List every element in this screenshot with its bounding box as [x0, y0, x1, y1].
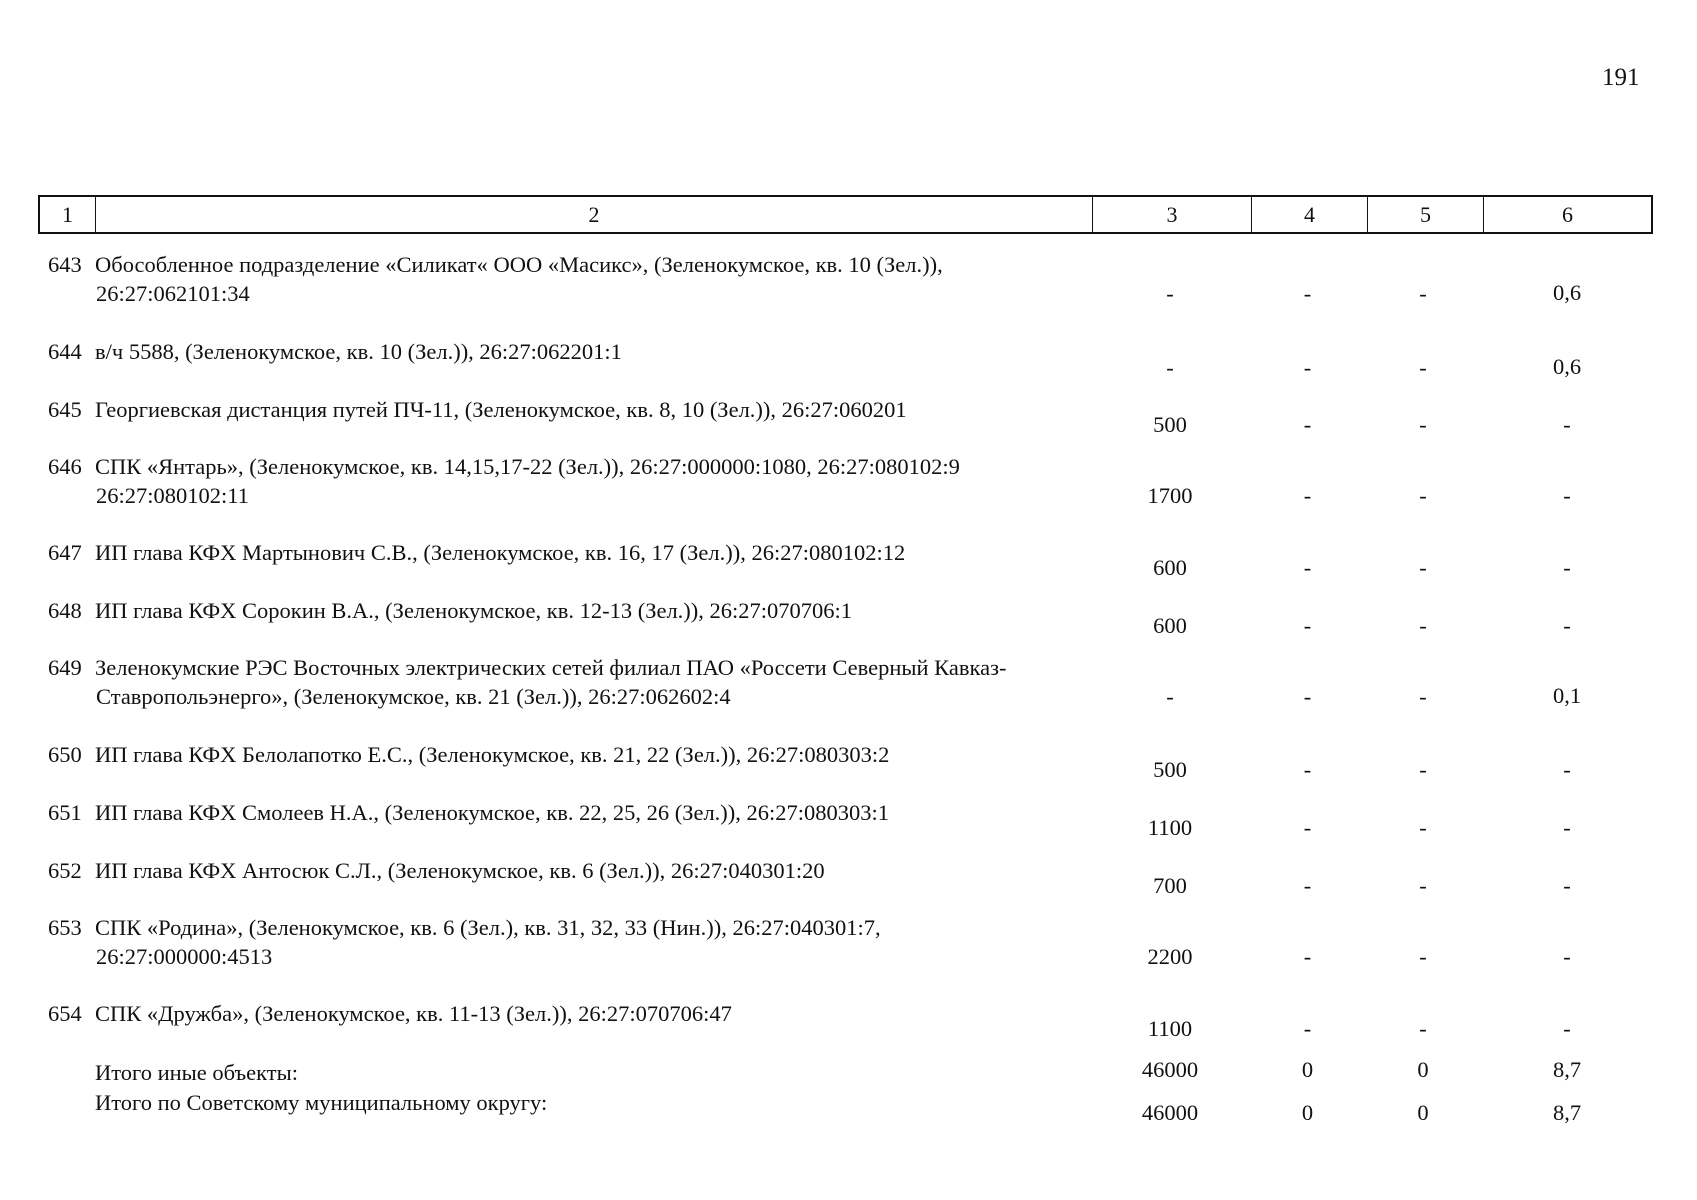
row-description: СПК «Дружба», (Зеленокумское, кв. 11-13 (Зел.)), 26:27:070706:47	[95, 1001, 732, 1026]
row-value-col3: 600	[1153, 555, 1187, 580]
row-value-col3: 600	[1153, 613, 1187, 638]
row-value-col3: -	[1166, 684, 1174, 709]
row-number: 651	[48, 800, 82, 825]
row-value-col5: -	[1419, 483, 1427, 508]
row-value-col6: 0,6	[1552, 354, 1582, 379]
row-description: Зеленокумские РЭС Восточных электрических сетей филиал ПАО «Россети Северный Кавказ- Ставропольэнерго», (Зеленокумское, кв. 21 (Зел.)), 26:27:062602:4	[95, 655, 1007, 709]
column-header-5: 5	[1368, 197, 1484, 232]
row-value-col4: -	[1303, 944, 1312, 969]
row-number: 648	[48, 598, 82, 623]
row-value-col5: -	[1419, 873, 1427, 898]
row-description: ИП глава КФХ Смолеев Н.А., (Зеленокумское, кв. 22, 25, 26 (Зел.)), 26:27:080303:1	[95, 800, 890, 825]
row-description: Обособленное подразделение «Силикат« ООО «Масикс», (Зеленокумское, кв. 10 (Зел.)), 26:27:062101:34	[95, 252, 943, 306]
row-description: СПК «Янтарь», (Зеленокумское, кв. 14,15,17-22 (Зел.)), 26:27:000000:1080, 26:27:080102:9 26:27:080102:11	[95, 454, 960, 508]
column-header-1: 1	[40, 197, 96, 232]
row-value-col4: -	[1303, 1016, 1312, 1041]
row-value-col6: -	[1563, 483, 1571, 508]
row-number: 643	[48, 252, 82, 277]
row-value-col6: 0,6	[1552, 280, 1582, 305]
row-value-col3: 500	[1153, 412, 1187, 437]
row-value-col3: 500	[1153, 757, 1187, 782]
row-number: 646	[48, 454, 82, 479]
page-number: 191	[1602, 64, 1640, 91]
total-value-col5: 0	[1417, 1100, 1429, 1125]
row-value-col6: -	[1563, 757, 1571, 782]
row-value-col3: -	[1166, 281, 1174, 306]
row-value-col6: -	[1563, 815, 1571, 840]
row-value-col6: -	[1563, 1016, 1571, 1041]
row-number: 652	[48, 858, 82, 883]
row-description: СПК «Родина», (Зеленокумское, кв. 6 (Зел.), кв. 31, 32, 33 (Нин.)), 26:27:040301:7, 26:27:000000:4513	[95, 915, 881, 969]
row-number: 644	[48, 339, 82, 364]
column-header-6: 6	[1562, 201, 1573, 227]
row-value-col3: 1700	[1147, 483, 1193, 508]
total-value-col4: 0	[1301, 1057, 1314, 1082]
row-value-col3: 1100	[1147, 815, 1193, 840]
row-value-col4: -	[1303, 873, 1312, 898]
row-value-col4: -	[1303, 355, 1312, 380]
row-description: в/ч 5588, (Зеленокумское, кв. 10 (Зел.)), 26:27:062201:1	[95, 339, 622, 364]
row-description: ИП глава КФХ Белолапотко Е.С., (Зеленокумское, кв. 21, 22 (Зел.)), 26:27:080303:2	[95, 742, 890, 767]
row-number: 645	[48, 397, 82, 422]
row-description: ИП глава КФХ Антосюк С.Л., (Зеленокумское, кв. 6 (Зел.)), 26:27:040301:20	[95, 858, 825, 883]
row-value-col4: -	[1303, 483, 1312, 508]
row-value-col6: -	[1563, 412, 1571, 437]
total-label: Итого по Советскому муниципальному округу:	[95, 1090, 548, 1115]
row-value-col5: -	[1419, 944, 1427, 969]
row-value-col6: 0,1	[1552, 683, 1582, 708]
row-value-col3: -	[1166, 355, 1174, 380]
row-value-col5: -	[1419, 355, 1427, 380]
row-value-col4: -	[1303, 815, 1312, 840]
total-label: Итого иные объекты:	[95, 1060, 298, 1085]
total-value-col4: 0	[1301, 1100, 1314, 1125]
row-value-col4: -	[1303, 684, 1312, 709]
row-value-col3: 700	[1153, 873, 1187, 898]
row-value-col6: -	[1563, 873, 1571, 898]
row-value-col5: -	[1419, 613, 1427, 638]
row-number: 650	[48, 742, 82, 767]
row-value-col4: -	[1303, 613, 1312, 638]
row-description: ИП глава КФХ Мартынович С.В., (Зеленокумское, кв. 16, 17 (Зел.)), 26:27:080102:12	[95, 540, 906, 565]
column-header-3: 3	[1093, 197, 1252, 232]
row-value-col6: -	[1563, 555, 1571, 580]
row-value-col5: -	[1419, 757, 1427, 782]
row-description: ИП глава КФХ Сорокин В.А., (Зеленокумское, кв. 12-13 (Зел.)), 26:27:070706:1	[95, 598, 853, 623]
row-value-col3: 2200	[1147, 944, 1193, 969]
row-description: Георгиевская дистанция путей ПЧ-11, (Зеленокумское, кв. 8, 10 (Зел.)), 26:27:060201	[95, 397, 907, 422]
total-value-col5: 0	[1417, 1057, 1429, 1082]
row-number: 654	[48, 1001, 82, 1026]
row-value-col5: -	[1419, 412, 1427, 437]
total-value-col6: 8,7	[1552, 1100, 1582, 1125]
column-header-4: 4	[1252, 197, 1368, 232]
column-header-2: 2	[96, 197, 1093, 232]
row-value-col5: -	[1419, 1016, 1427, 1041]
row-value-col6: -	[1563, 613, 1571, 638]
row-value-col3: 1100	[1147, 1016, 1193, 1041]
row-value-col4: -	[1303, 757, 1312, 782]
row-value-col5: -	[1419, 684, 1427, 709]
total-value-col3: 46000	[1141, 1100, 1199, 1125]
row-value-col6: -	[1563, 944, 1571, 969]
row-value-col4: -	[1303, 281, 1312, 306]
row-value-col5: -	[1419, 281, 1427, 306]
row-number: 653	[48, 915, 82, 940]
row-number: 649	[48, 655, 82, 680]
row-value-col5: -	[1419, 555, 1427, 580]
row-number: 647	[48, 540, 82, 565]
row-value-col4: -	[1303, 412, 1312, 437]
row-value-col5: -	[1419, 815, 1427, 840]
total-value-col6: 8,7	[1552, 1057, 1582, 1082]
total-value-col3: 46000	[1141, 1057, 1199, 1082]
row-value-col4: -	[1303, 555, 1312, 580]
